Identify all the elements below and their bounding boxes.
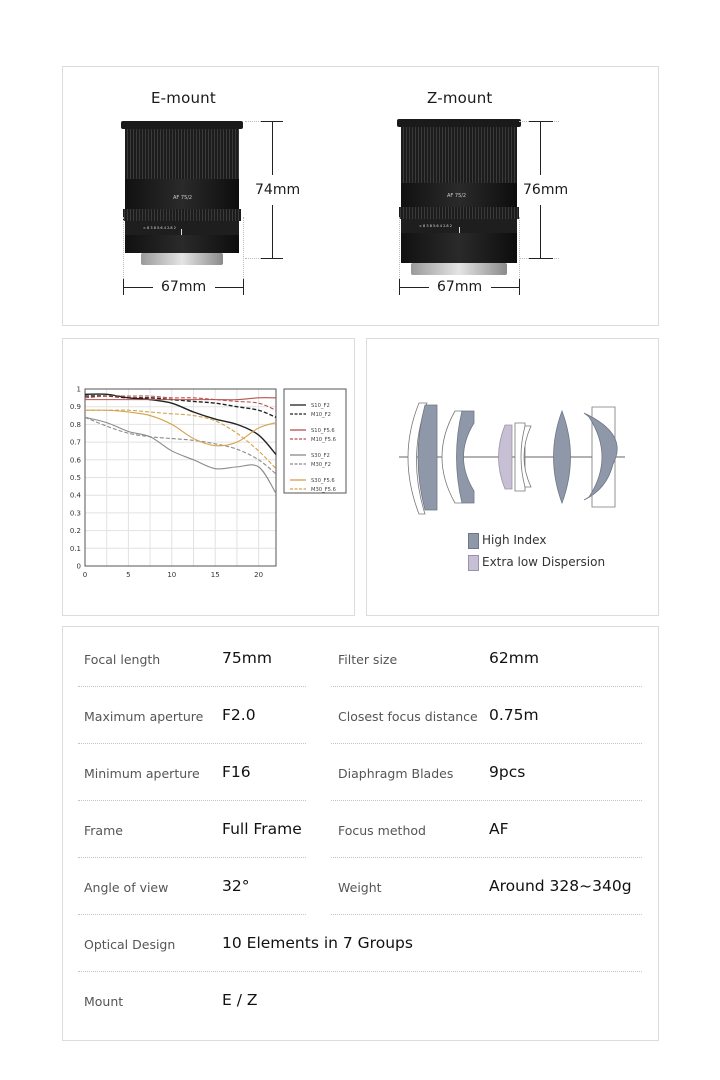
svg-text:AF 75/2: AF 75/2	[447, 193, 467, 199]
separator	[331, 914, 642, 915]
separator	[78, 686, 306, 687]
svg-text:0.6: 0.6	[69, 456, 81, 465]
spec-label-angle-of-view: Angle of view	[84, 880, 169, 895]
spec-value-closest-focus: 0.75m	[489, 706, 539, 724]
svg-text:S10_F5.6: S10_F5.6	[311, 428, 335, 434]
spec-value-frame: Full Frame	[222, 820, 302, 838]
svg-text:M10_F2: M10_F2	[311, 412, 331, 418]
dim-tick	[529, 258, 553, 259]
svg-text:∞ 8 3 8 5.6 4 2.8 2: ∞ 8 3 8 5.6 4 2.8 2	[143, 226, 176, 230]
separator	[78, 914, 306, 915]
spec-value-min-aperture: F16	[222, 763, 251, 781]
spec-label-weight: Weight	[338, 880, 382, 895]
spec-label-closest-focus: Closest focus distance	[338, 709, 478, 724]
svg-text:15: 15	[210, 571, 220, 579]
separator	[78, 800, 306, 801]
z-mount-lens-image	[397, 117, 523, 277]
svg-text:0.4: 0.4	[69, 491, 81, 500]
svg-text:0: 0	[82, 571, 88, 579]
width-line	[491, 287, 519, 288]
svg-text:∞ 8 3 8 5.6 4 2.8 2: ∞ 8 3 8 5.6 4 2.8 2	[419, 224, 452, 228]
spec-label-mount: Mount	[84, 994, 124, 1009]
high-index-label: High Index	[482, 533, 547, 547]
svg-text:0.2: 0.2	[69, 527, 81, 536]
optical-diagram-panel	[366, 338, 659, 616]
dim-tick	[529, 121, 553, 122]
separator	[331, 686, 642, 687]
separator	[331, 743, 642, 744]
svg-text:1: 1	[76, 385, 81, 394]
svg-text:M30_F2: M30_F2	[311, 462, 331, 468]
dimensions-panel	[62, 66, 659, 326]
dim-tick	[519, 279, 520, 295]
spec-value-angle-of-view: 32°	[222, 877, 250, 895]
separator	[78, 743, 306, 744]
separator	[78, 971, 642, 972]
svg-text:AF 75/2: AF 75/2	[173, 195, 193, 201]
height-line	[540, 121, 541, 175]
lens-element-diagram	[367, 339, 657, 539]
svg-text:0.5: 0.5	[69, 474, 81, 482]
spec-label-frame: Frame	[84, 823, 123, 838]
separator	[78, 857, 306, 858]
z-mount-title: Z-mount	[427, 89, 493, 107]
separator	[331, 857, 642, 858]
spec-label-focus-method: Focus method	[338, 823, 426, 838]
mtf-series-s10_f5-6	[85, 398, 276, 400]
mtf-chart-panel	[62, 338, 355, 616]
e-mount-height: 74mm	[255, 182, 301, 198]
spec-value-filter-size: 62mm	[489, 649, 539, 667]
e-mount-title: E-mount	[151, 89, 216, 107]
spec-value-diaphragm-blades: 9pcs	[489, 763, 526, 781]
spec-label-optical-design: Optical Design	[84, 937, 176, 952]
spec-label-min-aperture: Minimum aperture	[84, 766, 200, 781]
mtf-chart	[63, 339, 353, 614]
height-line	[272, 205, 273, 258]
separator	[331, 800, 642, 801]
svg-text:0.9: 0.9	[69, 403, 81, 412]
spec-value-focal-length: 75mm	[222, 649, 272, 667]
spec-value-mount: E / Z	[222, 991, 258, 1009]
svg-text:S30_F5.6: S30_F5.6	[311, 478, 335, 484]
extra-low-dispersion-label: Extra low Dispersion	[482, 555, 606, 569]
spec-value-optical-design: 10 Elements in 7 Groups	[222, 934, 413, 952]
dim-tick	[261, 258, 283, 259]
svg-text:0.8: 0.8	[69, 420, 81, 429]
spec-label-diaphragm-blades: Diaphragm Blades	[338, 766, 454, 781]
svg-text:20: 20	[254, 571, 264, 579]
svg-text:10: 10	[167, 571, 177, 579]
spec-value-max-aperture: F2.0	[222, 706, 256, 724]
z-mount-height: 76mm	[523, 182, 569, 198]
e-mount-lens-image	[121, 119, 245, 273]
spec-label-max-aperture: Maximum aperture	[84, 709, 204, 724]
extra-low-dispersion-swatch	[468, 555, 479, 571]
svg-text:S10_F2: S10_F2	[311, 403, 330, 409]
width-line	[399, 287, 429, 288]
z-mount-width: 67mm	[437, 279, 483, 295]
spec-value-focus-method: AF	[489, 820, 509, 838]
height-line	[272, 121, 273, 175]
height-line	[540, 205, 541, 258]
spec-value-weight: Around 328~340g	[489, 877, 632, 895]
dim-tick	[243, 279, 244, 295]
specifications-panel	[62, 626, 659, 1041]
svg-text:5: 5	[126, 571, 131, 579]
svg-text:M30_F5.6: M30_F5.6	[311, 487, 336, 493]
svg-text:M10_F5.6: M10_F5.6	[311, 437, 336, 443]
width-line	[215, 287, 243, 288]
high-index-swatch	[468, 533, 479, 549]
svg-text:0.7: 0.7	[69, 438, 81, 447]
e-mount-width: 67mm	[161, 279, 207, 295]
spec-label-focal-length: Focal length	[84, 652, 161, 667]
mtf-legend	[284, 389, 346, 493]
width-line	[123, 287, 153, 288]
svg-text:0.3: 0.3	[69, 509, 81, 518]
svg-text:S30_F2: S30_F2	[311, 453, 330, 459]
spec-label-filter-size: Filter size	[338, 652, 398, 667]
svg-text:0.1: 0.1	[69, 544, 81, 553]
svg-text:0: 0	[76, 562, 81, 571]
